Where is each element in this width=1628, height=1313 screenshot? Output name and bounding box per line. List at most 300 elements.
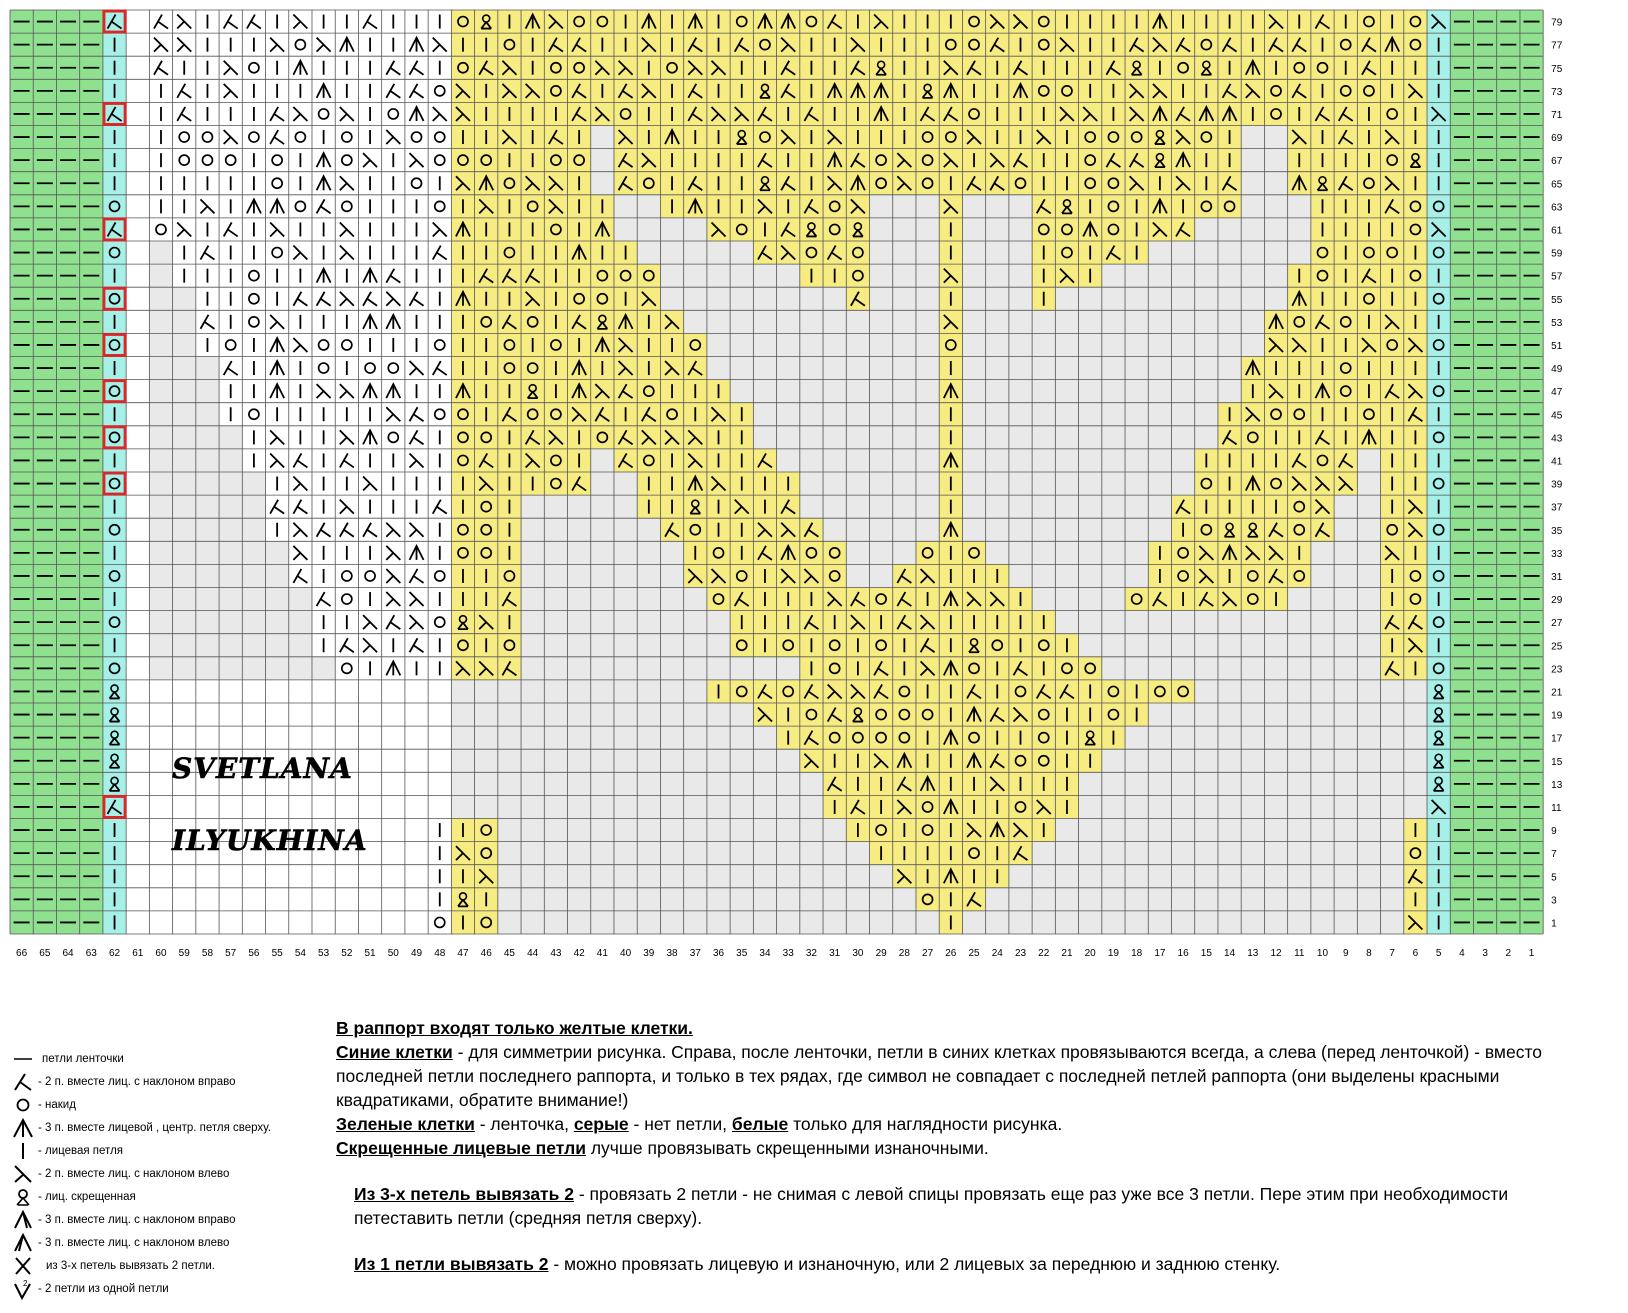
chart-cell [916,472,939,495]
chart-cell [777,449,800,472]
chart-cell [730,310,753,333]
column-number-label: 32 [805,948,817,959]
chart-cell [1218,680,1241,703]
column-number-label: 62 [108,948,121,959]
chart-cell [1218,172,1241,195]
chart-cell [1102,56,1125,79]
chart-cell [707,357,730,380]
row-number-label: 75 [1551,63,1563,75]
column-number-label: 43 [550,948,562,959]
chart-cell [846,403,869,426]
chart-cell [753,426,776,449]
chart-cell [846,287,869,310]
chart-cell [1009,333,1032,356]
chart-cell [1381,518,1404,541]
chart-cell [1102,911,1125,934]
chart-cell [382,102,405,125]
chart-cell [219,611,242,634]
chart-cell [451,10,474,33]
chart-cell [382,888,405,911]
chart-cell [962,680,985,703]
chart-cell [893,241,916,264]
chart-cell [196,310,219,333]
chart-cell [103,10,126,33]
chart-cell [475,749,498,772]
chart-cell [219,726,242,749]
chart-cell [591,842,614,865]
legend-text: - 2 п. вместе лиц. с наклоном влево [38,1168,230,1180]
column-number-label: 51 [364,948,376,959]
chart-cell [1195,819,1218,842]
chart-cell [498,333,521,356]
chart-cell [242,126,265,149]
chart-cell [707,264,730,287]
chart-cell [1172,357,1195,380]
chart-cell [684,726,707,749]
chart-cell [660,888,683,911]
row-number-label: 9 [1551,826,1557,838]
chart-cell [196,357,219,380]
chart-cell [544,634,567,657]
chart-cell [962,449,985,472]
column-number-label: 50 [387,948,399,959]
chart-cell [1264,472,1287,495]
chart-cell [451,703,474,726]
chart-cell [1427,426,1450,449]
chart-cell [893,588,916,611]
chart-cell [1334,772,1357,795]
chart-cell [614,426,637,449]
chart-cell [893,472,916,495]
chart-cell [962,195,985,218]
chart-cell [1125,611,1148,634]
row-number-label: 33 [1551,548,1563,560]
chart-cell [1334,495,1357,518]
chart-cell [893,495,916,518]
chart-cell [266,149,289,172]
chart-cell [1311,749,1334,772]
chart-cell [103,241,126,264]
chart-cell [358,749,381,772]
chart-cell [1404,403,1427,426]
chart-cell [149,380,172,403]
row-number-label: 21 [1551,687,1563,699]
chart-cell [196,611,219,634]
chart-cell [1357,449,1380,472]
column-number-label: 5 [1435,948,1442,959]
chart-cell [614,495,637,518]
chart-cell [1334,564,1357,587]
chart-cell [916,126,939,149]
chart-cell [149,10,172,33]
chart-cell [1172,287,1195,310]
chart-cell [1334,865,1357,888]
chart-cell [1218,819,1241,842]
chart-cell [730,726,753,749]
chart-cell [428,79,451,102]
chart-cell [568,634,591,657]
chart-cell [1427,611,1450,634]
chart-cell [405,680,428,703]
chart-cell [730,911,753,934]
chart-cell [1241,865,1264,888]
column-number-label: 54 [294,948,306,959]
legend-item [12,1071,332,1093]
chart-cell [1241,426,1264,449]
chart-cell [1218,218,1241,241]
chart-cell [126,611,149,634]
row-number-label: 45 [1551,410,1563,422]
chart-cell [707,842,730,865]
chart-cell [544,749,567,772]
legend-text: - 2 петли из одной петли [38,1283,169,1295]
chart-cell [173,703,196,726]
chart-cell [962,310,985,333]
chart-cell [196,680,219,703]
chart-cell [289,795,312,818]
chart-cell [823,518,846,541]
chart-cell [1125,795,1148,818]
chart-cell [1404,842,1427,865]
chart-cell [126,772,149,795]
chart-cell [405,634,428,657]
column-number-label: 40 [620,948,632,959]
chart-cell [823,195,846,218]
chart-cell [568,680,591,703]
chart-cell [1195,333,1218,356]
chart-cell [986,449,1009,472]
chart-cell [1055,657,1078,680]
chart-cell [266,172,289,195]
chart-cell [846,380,869,403]
chart-cell [312,333,335,356]
chart-cell [1311,726,1334,749]
row-number-label: 25 [1551,641,1563,653]
chart-cell [475,495,498,518]
chart-cell [1055,287,1078,310]
chart-cell [1032,842,1055,865]
column-number-label: 19 [1107,948,1119,959]
chart-cell [1218,865,1241,888]
chart-cell [1079,657,1102,680]
chart-cell [846,56,869,79]
chart-cell [428,357,451,380]
chart-cell [591,634,614,657]
chart-cell [1009,518,1032,541]
chart-cell [1288,819,1311,842]
chart-cell [660,56,683,79]
chart-cell [1195,218,1218,241]
chart-cell [870,588,893,611]
chart-cell [149,911,172,934]
chart-cell [1009,172,1032,195]
chart-cell [358,865,381,888]
chart-cell [1264,287,1287,310]
chart-cell [1079,518,1102,541]
chart-cell [962,264,985,287]
chart-cell [1427,195,1450,218]
chart-cell [777,426,800,449]
chart-cell [614,911,637,934]
chart-cell [173,495,196,518]
chart-cell [568,310,591,333]
chart-cell [103,472,126,495]
row-number-label: 35 [1551,525,1563,537]
chart-cell [637,911,660,934]
chart-cell [1357,588,1380,611]
chart-cell [1055,79,1078,102]
column-number-label: 29 [875,948,887,959]
legend-text: - лицевая петля [38,1145,124,1157]
chart-cell [1009,911,1032,934]
legend-item [12,1117,332,1139]
chart-cell [1357,241,1380,264]
chart-cell [126,911,149,934]
chart-cell [1148,657,1171,680]
instructions-text [336,1016,1596,1276]
chart-cell [1218,611,1241,634]
chart-cell [1125,333,1148,356]
chart-cell [498,634,521,657]
chart-cell [1311,772,1334,795]
chart-cell [1241,195,1264,218]
chart-cell [1264,726,1287,749]
chart-cell [126,56,149,79]
chart-cell [823,657,846,680]
chart-cell [1148,911,1171,934]
chart-cell [126,380,149,403]
chart-cell [1311,426,1334,449]
chart-cell [568,726,591,749]
column-number-label: 60 [155,948,167,959]
chart-cell [568,518,591,541]
chart-cell [428,726,451,749]
column-number-label: 11 [1294,948,1305,959]
chart-cell [684,819,707,842]
chart-cell [382,703,405,726]
chart-cell [1334,172,1357,195]
chart-cell [1288,518,1311,541]
chart-cell [149,795,172,818]
chart-cell [544,218,567,241]
chart-cell [870,865,893,888]
chart-cell [196,426,219,449]
chart-cell [149,749,172,772]
chart-cell [591,518,614,541]
dash-symbol-icon [12,1048,38,1070]
chart-cell [614,264,637,287]
chart-cell [986,703,1009,726]
chart-cell [1334,819,1357,842]
chart-cell [1102,264,1125,287]
chart-cell [544,726,567,749]
chart-cell [568,911,591,934]
chart-cell [986,634,1009,657]
signature-line1: SVETLANA [172,752,353,785]
chart-cell [939,102,962,125]
chart-cell [1404,772,1427,795]
column-number-label: 59 [178,948,190,959]
chart-cell [986,333,1009,356]
chart-cell [1381,842,1404,865]
chart-cell [475,518,498,541]
chart-cell [1102,449,1125,472]
chart-cell [986,357,1009,380]
chart-cell [1172,333,1195,356]
chart-cell [196,403,219,426]
chart-cell [1357,611,1380,634]
chart-cell [730,703,753,726]
chart-cell [1148,680,1171,703]
chart-cell [475,703,498,726]
chart-cell [916,911,939,934]
chart-cell [266,102,289,125]
column-number-label: 38 [666,948,678,959]
chart-cell [149,703,172,726]
chart-cell [986,264,1009,287]
legend-text: петли ленточки [42,1053,124,1065]
chart-cell [1102,472,1125,495]
chart-cell [823,865,846,888]
column-number-label: 63 [85,948,97,959]
chart-cell [1032,726,1055,749]
column-number-label: 27 [922,948,934,959]
chart-cell [521,518,544,541]
chart-cell [777,772,800,795]
row-number-label: 53 [1551,317,1563,329]
row-number-label: 49 [1551,364,1563,376]
chart-cell [149,518,172,541]
chart-cell [800,287,823,310]
legend-text: - накид [38,1099,76,1111]
chart-cell [846,472,869,495]
chart-cell [451,403,474,426]
chart-cell [1311,449,1334,472]
chart-cell [498,564,521,587]
chart-cell [591,426,614,449]
chart-cell [149,495,172,518]
chart-cell [382,264,405,287]
chart-cell [707,819,730,842]
chart-cell [730,842,753,865]
chart-cell [1195,680,1218,703]
chart-cell [1125,726,1148,749]
chart-cell [823,703,846,726]
chart-cell [637,380,660,403]
chart-cell [266,588,289,611]
row-number-label: 57 [1551,271,1563,283]
column-number-label: 20 [1084,948,1096,959]
chart-cell [800,495,823,518]
chart-cell [1381,865,1404,888]
chart-cell [475,426,498,449]
chart-cell [1079,495,1102,518]
legend-item [12,1140,332,1162]
chart-cell [196,380,219,403]
chart-cell [219,588,242,611]
chart-cell [266,611,289,634]
chart-cell [173,472,196,495]
chart-cell [916,795,939,818]
chart-cell [1218,357,1241,380]
chart-cell [382,357,405,380]
chart-cell [1032,403,1055,426]
chart-cell [846,564,869,587]
chart-cell [730,865,753,888]
chart-cell [428,195,451,218]
chart-cell [1241,611,1264,634]
chart-cell [428,126,451,149]
chart-cell [1102,772,1125,795]
chart-cell [544,888,567,911]
chart-cell [149,819,172,842]
chart-cell [126,749,149,772]
chart-cell [335,726,358,749]
chart-cell [777,380,800,403]
yarn-over-symbol-icon [12,1094,38,1116]
chart-cell [753,241,776,264]
signature-line2: ILYUKHINA [172,824,368,857]
row-number-label: 43 [1551,433,1563,445]
chart-cell [684,33,707,56]
chart-cell [544,703,567,726]
chart-cell [568,56,591,79]
chart-cell [1102,380,1125,403]
chart-cell [173,726,196,749]
chart-cell [568,149,591,172]
chart-cell [660,564,683,587]
chart-cell [870,518,893,541]
note-blue-cells: Синие клетки - для симметрии рисунка. Справа, после ленточки, петли в синих клетках провязываются всегда, а слева (перед ленточкой) - вместо последней петли последнего раппорта, и только в тех рядах, где символ не совпадает с последней петлей раппорта (они выделены красными квадратиками, обратите внимание!) [336,1042,1542,1110]
chart-cell [1102,842,1125,865]
chart-cell [684,264,707,287]
chart-cell [312,657,335,680]
chart-cell [382,611,405,634]
chart-cell [266,726,289,749]
chart-cell [1264,772,1287,795]
chart-cell [1055,495,1078,518]
chart-cell [1427,380,1450,403]
three-into-two-symbol-icon [12,1255,38,1277]
chart-cell [1264,819,1287,842]
chart-cell [893,195,916,218]
chart-cell [684,518,707,541]
chart-cell [1218,264,1241,287]
chart-cell [1079,564,1102,587]
chart-cell [544,495,567,518]
chart-cell [289,588,312,611]
chart-cell [846,357,869,380]
chart-cell [1427,564,1450,587]
chart-cell [451,795,474,818]
chart-cell [568,102,591,125]
chart-cell [777,657,800,680]
chart-cell [173,357,196,380]
chart-cell [103,102,126,125]
chart-cell [753,126,776,149]
chart-cell [916,287,939,310]
chart-cell [800,888,823,911]
chart-cell [823,472,846,495]
chart-cell [707,703,730,726]
chart-cell [1288,911,1311,934]
chart-cell [1079,865,1102,888]
chart-cell [173,888,196,911]
chart-cell [1079,449,1102,472]
chart-cell [730,588,753,611]
chart-cell [777,749,800,772]
chart-cell [1195,888,1218,911]
